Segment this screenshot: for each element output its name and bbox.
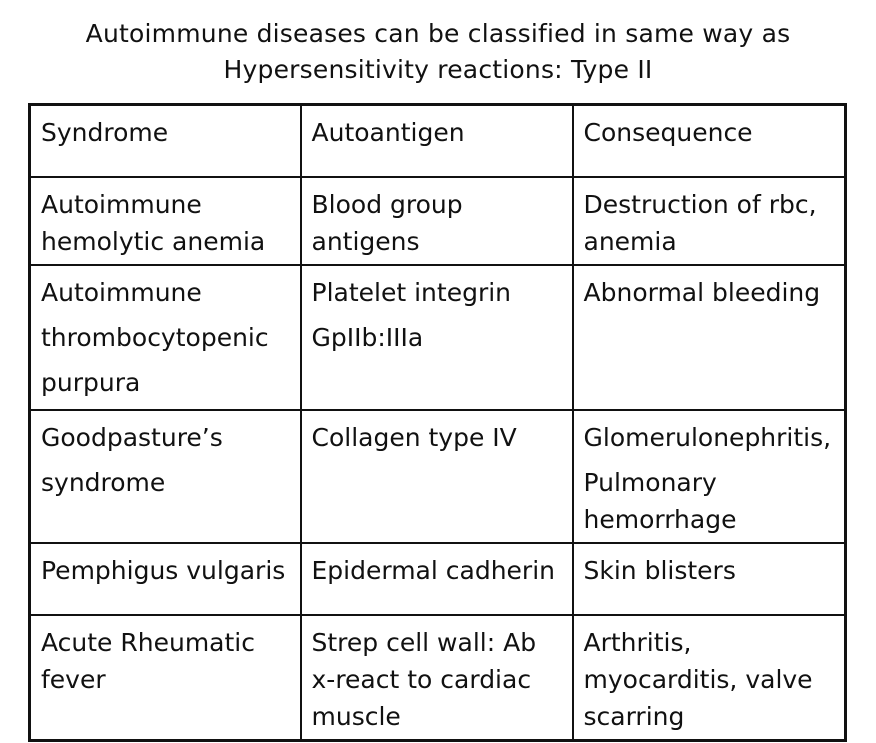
cell-line: Blood group	[311, 190, 463, 219]
cell-line: hemorrhage	[583, 505, 737, 534]
hypersensitivity-table	[28, 103, 847, 742]
consequence-cell	[573, 543, 846, 615]
header-syndrome: Syndrome	[30, 105, 301, 178]
syndrome-cell	[30, 265, 301, 410]
cell-line: myocarditis, valve	[583, 665, 813, 694]
cell-line: Autoimmune	[41, 190, 202, 219]
consequence-cell	[573, 410, 846, 543]
syndrome-cell	[30, 177, 301, 265]
autoantigen-cell	[301, 615, 573, 741]
cell-line: GpIIb:IIIa	[311, 323, 424, 352]
autoantigen-cell	[301, 265, 573, 410]
cell-line: Epidermal cadherin	[311, 556, 555, 585]
cell-line: Abnormal bleeding	[583, 278, 821, 307]
syndrome-cell	[30, 410, 301, 543]
autoantigen-cell	[301, 543, 573, 615]
cell-line: Destruction of rbc,	[583, 190, 817, 219]
cell-line: Arthritis,	[583, 628, 692, 657]
cell-line: x-react to cardiac	[311, 665, 532, 694]
cell-line: thrombocytopenic	[41, 323, 269, 352]
consequence-cell	[573, 265, 846, 410]
cell-line: syndrome	[41, 468, 166, 497]
autoantigen-cell	[301, 410, 573, 543]
table-row	[30, 177, 846, 265]
cell-line: anemia	[583, 227, 677, 256]
consequence-cell	[573, 177, 846, 265]
cell-line: antigens	[311, 227, 420, 256]
cell-line: hemolytic anemia	[41, 227, 266, 256]
cell-line: Pulmonary	[583, 468, 717, 497]
cell-line: Acute Rheumatic	[41, 628, 255, 657]
title-line-1: Autoimmune diseases can be classified in same way as	[85, 19, 791, 48]
table-row	[30, 543, 846, 615]
table-header-row	[30, 105, 846, 178]
syndrome-cell	[30, 543, 301, 615]
cell-line: Platelet integrin	[311, 278, 512, 307]
cell-line: Autoimmune	[41, 278, 202, 307]
autoantigen-cell	[301, 177, 573, 265]
consequence-cell	[573, 615, 846, 741]
cell-line: Pemphigus vulgaris	[41, 556, 286, 585]
table-row	[30, 410, 846, 543]
table-row	[30, 615, 846, 741]
cell-line: Goodpasture’s	[41, 423, 223, 452]
cell-line: fever	[41, 665, 106, 694]
table-row	[30, 265, 846, 410]
cell-line: muscle	[311, 702, 401, 731]
title-line-2: Hypersensitivity reactions: Type II	[223, 55, 653, 84]
cell-line: Collagen type IV	[311, 423, 517, 452]
cell-line: Strep cell wall: Ab	[311, 628, 537, 657]
cell-line: purpura	[41, 368, 141, 397]
syndrome-cell	[30, 615, 301, 741]
cell-line: Skin blisters	[583, 556, 736, 585]
cell-line: scarring	[583, 702, 685, 731]
cell-line: Glomerulonephritis,	[583, 423, 832, 452]
slide-title	[0, 16, 876, 88]
header-autoantigen: Autoantigen	[301, 105, 573, 178]
header-consequence: Consequence	[573, 105, 846, 178]
